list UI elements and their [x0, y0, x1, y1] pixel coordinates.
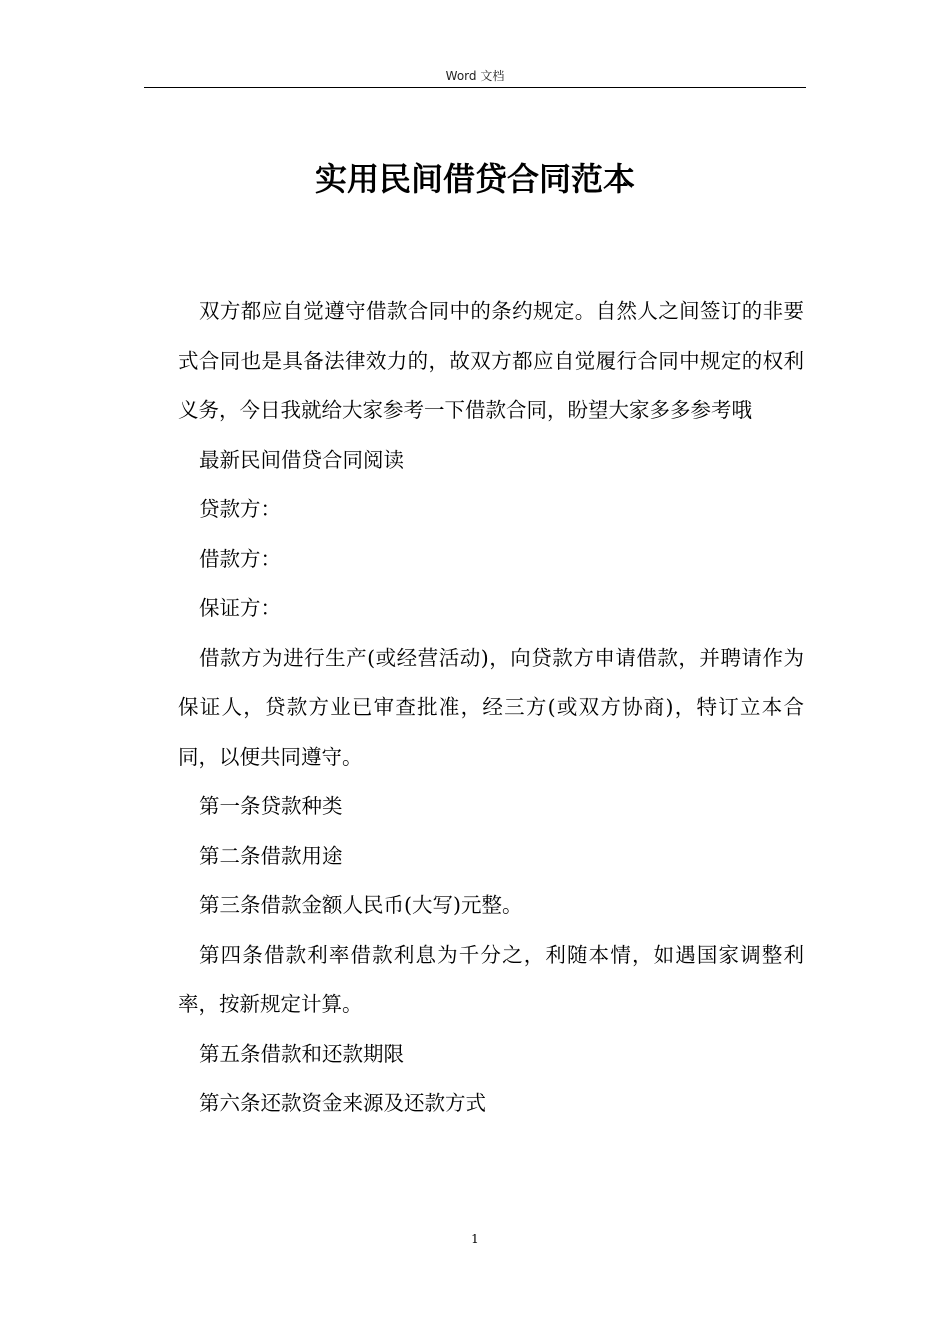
paragraph-guarantor: 保证方： — [199, 596, 281, 620]
paragraph-article-6: 第六条还款资金来源及还款方式 — [199, 1091, 486, 1115]
page-header: Word 文档 — [445, 69, 505, 83]
paragraph-article-4: 第四条借款利率借款利息为千分之，利随本情，如遇国家调整利率，按新规定计算。 — [178, 942, 804, 1016]
paragraph-intro: 双方都应自觉遵守借款合同中的条约规定。自然人之间签订的非要式合同也是具备法律效力的，故双方都应自觉履行合同中规定的权利义务，今日我就给大家参考一下借款合同，盼望大家多多参考哦 — [178, 299, 804, 422]
paragraph-section-heading: 最新民间借贷合同阅读 — [199, 447, 404, 472]
paragraph-article-2: 第二条借款用途 — [199, 843, 343, 868]
paragraph-borrower: 借款方： — [199, 546, 281, 571]
paragraph-article-5: 第五条借款和还款期限 — [199, 1041, 404, 1066]
paragraph-article-3: 第三条借款金额人民币(大写)元整。 — [199, 893, 523, 917]
document-title: 实用民间借贷合同范本 — [314, 160, 635, 198]
paragraph-preamble: 借款方为进行生产(或经营活动)，向贷款方申请借款，并聘请作为保证人，贷款方业已审查批准，经三方(或双方协商)，特订立本合同，以便共同遵守。 — [178, 645, 804, 769]
paragraph-lender: 贷款方： — [199, 497, 281, 521]
header-divider — [144, 87, 806, 88]
paragraph-article-1: 第一条贷款种类 — [199, 794, 343, 818]
page-number: 1 — [471, 1232, 479, 1246]
document-body — [178, 287, 804, 1129]
